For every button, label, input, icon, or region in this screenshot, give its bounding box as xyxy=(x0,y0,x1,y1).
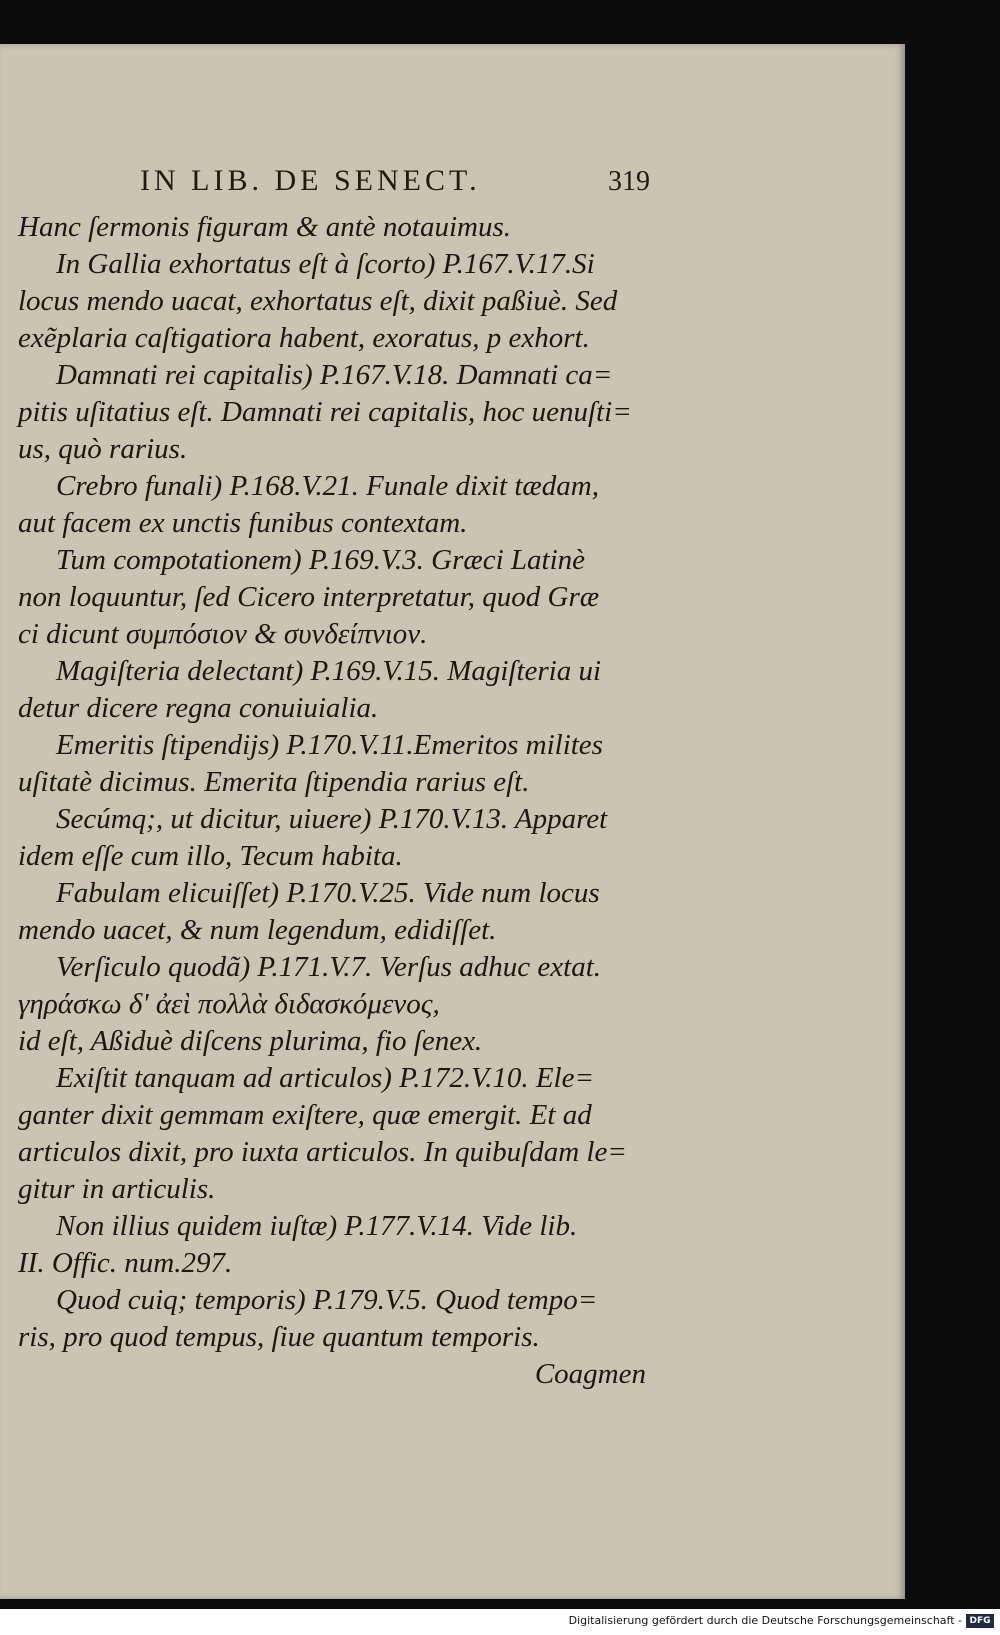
text-line: Hanc ſermonis figuram & antè notauimus. xyxy=(18,211,511,243)
text-line: II. Offic. num.297. xyxy=(18,1247,233,1279)
text-line: Secúmq;, ut dicitur, uiuere) P.170.V.13. Apparet xyxy=(56,803,608,835)
text-line: ris, pro quod tempus, ſiue quantum temporis. xyxy=(18,1321,540,1353)
text-line: Emeritis ſtipendijs) P.170.V.11.Emeritos milites xyxy=(56,729,603,761)
catchword: Coagmen xyxy=(534,1358,646,1390)
text-line: us, quò rarius. xyxy=(18,433,188,465)
text-line: uſitatè dicimus. Emerita ſtipendia rarius eſt. xyxy=(18,766,530,798)
book-page xyxy=(0,44,905,1599)
text-line: pitis uſitatius eſt. Damnati rei capitalis, hoc uenuſti= xyxy=(18,396,632,428)
footer-credit: Digitalisierung gefördert durch die Deutsche Forschungsgemeinschaft - xyxy=(568,1614,962,1627)
text-line: ci dicunt συμπόσιον & συνδείπνιον. xyxy=(18,618,428,650)
greek-verse-line: γηράσκω δ' ἀεὶ πολλὰ διδασκόμενος, xyxy=(18,988,440,1020)
text-line: Magiſteria delectant) P.169.V.15. Magiſteria ui xyxy=(56,655,602,687)
text-line: articulos dixit, pro iuxta articulos. In quibuſdam le= xyxy=(18,1136,627,1168)
text-line: detur dicere regna conuiuialia. xyxy=(18,692,379,724)
text-line: non loquuntur, ſed Cicero interpretatur, quod Græ xyxy=(18,581,600,613)
text-line: locus mendo uacat, exhortatus eſt, dixit paßiuè. Sed xyxy=(18,285,618,317)
text-line: Tum compotationem) P.169.V.3. Græci Latinè xyxy=(56,544,585,576)
text-line: id eſt, Aßiduè diſcens plurima, fio ſenex. xyxy=(18,1025,483,1057)
text-line: Damnati rei capitalis) P.167.V.18. Damnati ca= xyxy=(56,359,613,391)
text-line: In Gallia exhortatus eſt à ſcorto) P.167.V.17.Si xyxy=(56,248,595,280)
running-title: IN LIB. DE SENECT. xyxy=(140,164,481,197)
text-line: Quod cuiq; temporis) P.179.V.5. Quod tempo= xyxy=(56,1284,598,1316)
page-number: 319 xyxy=(608,166,650,197)
digitization-footer xyxy=(0,1609,1000,1635)
text-line: Fabulam elicuiſſet) P.170.V.25. Vide num locus xyxy=(56,877,600,909)
page-header xyxy=(140,164,650,204)
text-line: exẽplaria caſtigatiora habent, exoratus, p exhort. xyxy=(18,322,590,354)
text-line: gitur in articulis. xyxy=(18,1173,216,1205)
text-line: Non illius quidem iuſtæ) P.177.V.14. Vide lib. xyxy=(56,1210,578,1242)
text-line: ganter dixit gemmam exiſtere, quæ emergit. Et ad xyxy=(18,1099,592,1131)
text-line: mendo uacet, & num legendum, edidiſſet. xyxy=(18,914,497,946)
text-line: Verſiculo quodã) P.171.V.7. Verſus adhuc extat. xyxy=(56,951,602,983)
text-line: idem eſſe cum illo, Tecum habita. xyxy=(18,840,403,872)
text-line: aut facem ex unctis funibus contextam. xyxy=(18,507,468,539)
text-line: Crebro funali) P.168.V.21. Funale dixit tædam, xyxy=(56,470,599,502)
body-text xyxy=(18,209,658,1393)
dfg-logo: DFG xyxy=(966,1614,994,1628)
text-line: Exiſtit tanquam ad articulos) P.172.V.10. Ele= xyxy=(56,1062,595,1094)
